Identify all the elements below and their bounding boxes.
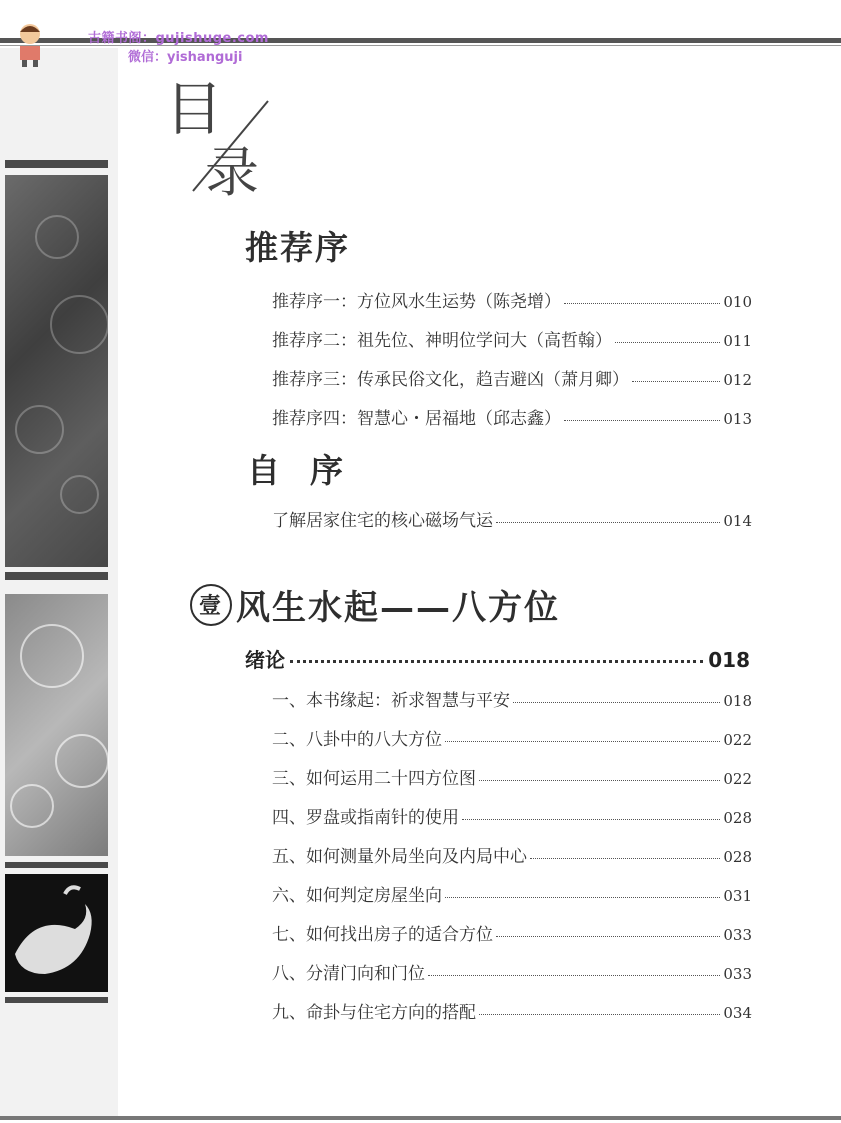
teapot-image-panel bbox=[5, 874, 108, 992]
self-preface-title: 自序 bbox=[247, 451, 373, 490]
toc-entry-label: 推荐序一：方位风水生运势（陈尧增） bbox=[272, 292, 561, 312]
chapter-number-badge: 壹 bbox=[190, 584, 232, 626]
toc-entry-label: 一、本书缘起：祈求智慧与平安 bbox=[272, 691, 510, 711]
toc-entry[interactable] bbox=[272, 365, 752, 390]
toc-leader bbox=[632, 381, 720, 382]
toc-entry[interactable] bbox=[272, 920, 752, 945]
toc-entry-page: 012 bbox=[723, 371, 752, 389]
toc-entry-page: 033 bbox=[723, 926, 752, 944]
toc-entry[interactable] bbox=[272, 686, 752, 711]
toc-leader bbox=[445, 897, 720, 898]
toc-entry-page: 028 bbox=[723, 848, 752, 866]
toc-leader bbox=[479, 1014, 720, 1015]
toc-entry-page: 010 bbox=[723, 293, 752, 311]
toc-leader bbox=[445, 741, 720, 742]
toc-entry[interactable] bbox=[272, 998, 752, 1023]
toc-entry[interactable] bbox=[272, 842, 752, 867]
watermark-wechat: 微信：yishanguji bbox=[128, 50, 243, 65]
floral-image-panel bbox=[5, 175, 108, 567]
toc-entry-label: 推荐序三：传承民俗文化，趋吉避凶（萧月卿） bbox=[272, 370, 629, 390]
toc-leader bbox=[462, 819, 720, 820]
toc-entry-page: 028 bbox=[723, 809, 752, 827]
heading-lu: 录 bbox=[205, 141, 259, 204]
toc-entry-page: 011 bbox=[723, 332, 752, 350]
toc-entry[interactable] bbox=[272, 803, 752, 828]
toc-major-entry[interactable] bbox=[245, 644, 750, 673]
toc-entry-label: 推荐序四：智慧心・居福地（邱志鑫） bbox=[272, 409, 561, 429]
toc-entry-page: 022 bbox=[723, 731, 752, 749]
toc-leader bbox=[513, 702, 720, 703]
toc-entry[interactable] bbox=[272, 959, 752, 984]
toc-entry-label: 八、分清门向和门位 bbox=[272, 964, 425, 984]
toc-entry-label: 了解居家住宅的核心磁场气运 bbox=[272, 511, 493, 531]
toc-entry-page: 013 bbox=[723, 410, 752, 428]
toc-leader bbox=[290, 660, 703, 663]
toc-major-page: 018 bbox=[708, 648, 750, 672]
toc-leader bbox=[496, 936, 720, 937]
toc-leader bbox=[615, 342, 720, 343]
toc-entry-label: 四、罗盘或指南针的使用 bbox=[272, 808, 459, 828]
preface-section-title: 推荐序 bbox=[245, 228, 350, 267]
panel-divider bbox=[5, 997, 108, 1003]
toc-leader bbox=[564, 420, 720, 421]
toc-entry[interactable] bbox=[272, 725, 752, 750]
watermark-site: 古籍书阁：gujishuge.com bbox=[88, 31, 269, 46]
chapter-title-text: 风生水起——八方位 bbox=[236, 588, 560, 628]
cartoon-reader-icon bbox=[12, 20, 48, 68]
bottom-rule bbox=[0, 1116, 841, 1120]
toc-entry[interactable] bbox=[272, 326, 752, 351]
toc-entry-page: 034 bbox=[723, 1004, 752, 1022]
toc-entry-page: 018 bbox=[723, 692, 752, 710]
toc-entry-page: 014 bbox=[723, 512, 752, 530]
toc-entry-label: 七、如何找出房子的适合方位 bbox=[272, 925, 493, 945]
toc-entry[interactable] bbox=[272, 404, 752, 429]
toc-entry-label: 六、如何判定房屋坐向 bbox=[272, 886, 442, 906]
toc-entry-label: 推荐序二：祖先位、神明位学问大（高哲翰） bbox=[272, 331, 612, 351]
toc-leader bbox=[530, 858, 720, 859]
panel-divider bbox=[5, 160, 108, 168]
panel-divider bbox=[5, 572, 108, 580]
toc-leader bbox=[479, 780, 720, 781]
toc-entry-label: 九、命卦与住宅方向的搭配 bbox=[272, 1003, 476, 1023]
toc-entry[interactable] bbox=[272, 881, 752, 906]
toc-entry-page: 031 bbox=[723, 887, 752, 905]
floral-pattern-panel bbox=[5, 594, 108, 856]
panel-divider bbox=[5, 862, 108, 868]
chapter-title bbox=[190, 580, 560, 629]
toc-entry[interactable] bbox=[272, 506, 752, 531]
toc-leader bbox=[428, 975, 720, 976]
heading-mu: 目 bbox=[165, 75, 224, 143]
toc-entry-label: 三、如何运用二十四方位图 bbox=[272, 769, 476, 789]
toc-entry-label: 二、八卦中的八大方位 bbox=[272, 730, 442, 750]
toc-leader bbox=[496, 522, 720, 523]
toc-entry[interactable] bbox=[272, 287, 752, 312]
toc-major-label: 绪论 bbox=[245, 648, 285, 672]
toc-entry-page: 033 bbox=[723, 965, 752, 983]
toc-entry[interactable] bbox=[272, 764, 752, 789]
toc-entry-label: 五、如何测量外局坐向及内局中心 bbox=[272, 847, 527, 867]
toc-leader bbox=[564, 303, 720, 304]
toc-entry-page: 022 bbox=[723, 770, 752, 788]
